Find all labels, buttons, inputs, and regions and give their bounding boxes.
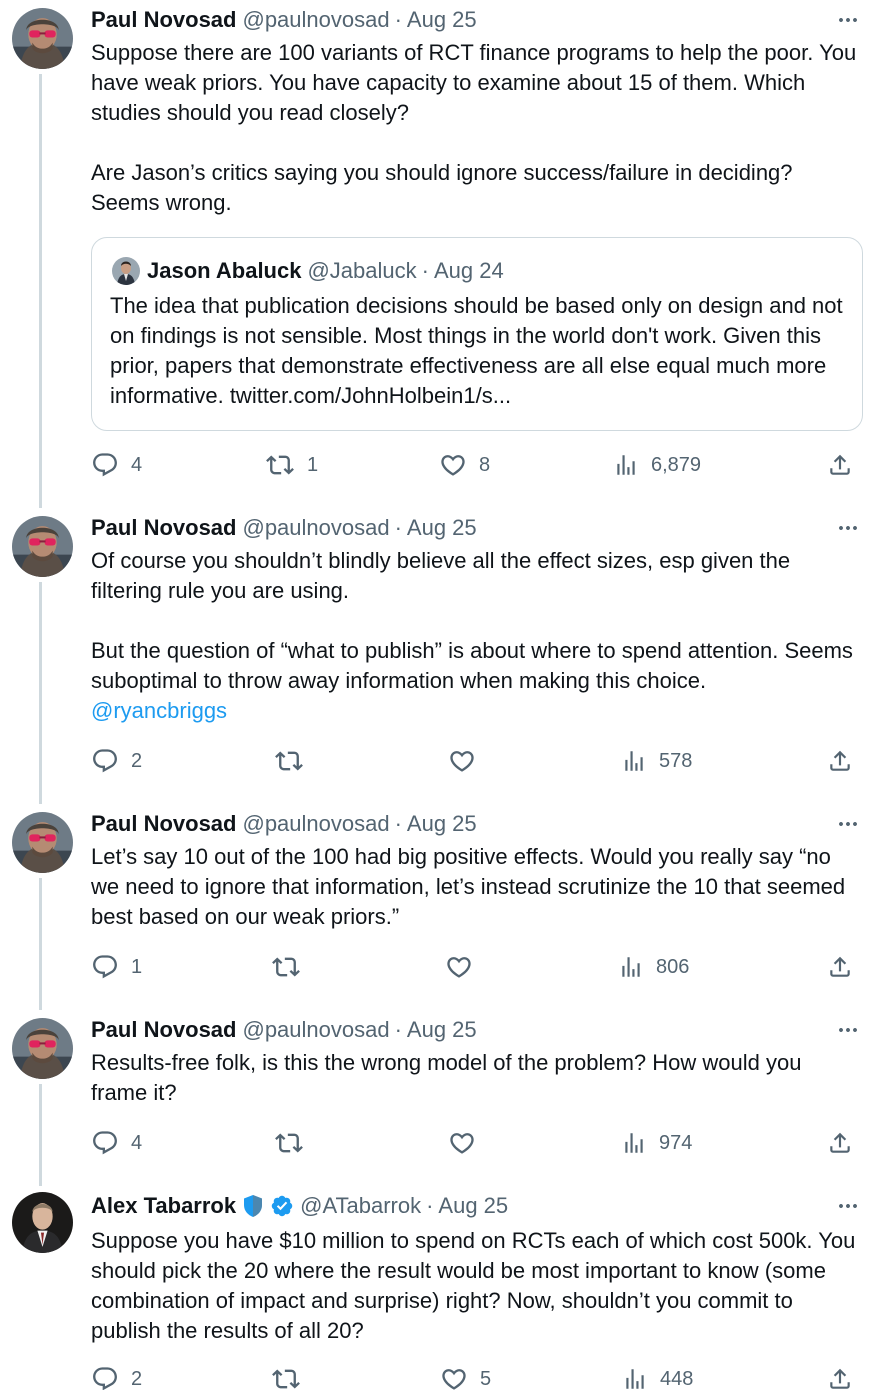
- tweet-header: [91, 1016, 477, 1044]
- separator: ·: [394, 515, 402, 540]
- quote-avatar: [112, 257, 140, 285]
- tweet-text: Of course you shouldn’t blindly believe all the effect sizes, esp given the filtering rule you are using. But the question of “what to publish” is about where to spend attention. Seems suboptimal to throw away information when making this choice. @ryancbriggs: [91, 548, 853, 723]
- more-icon[interactable]: [835, 516, 861, 540]
- reply-button[interactable]: [91, 450, 142, 480]
- quote-date: Aug 24: [433, 258, 504, 283]
- verified-badge-icon[interactable]: [270, 1194, 294, 1218]
- retweet-button[interactable]: [271, 1364, 313, 1390]
- avatar[interactable]: [12, 1192, 73, 1253]
- views-icon: [618, 954, 644, 980]
- avatar[interactable]: [12, 1018, 73, 1079]
- quote-author-handle: @Jabaluck: [307, 258, 417, 283]
- retweet-icon: [271, 953, 301, 981]
- avatar[interactable]: [12, 8, 73, 69]
- share-button[interactable]: [827, 746, 853, 776]
- share-button[interactable]: [827, 1128, 853, 1158]
- views-button[interactable]: [613, 450, 701, 480]
- tweet-text: Suppose you have $10 million to spend on RCTs each of which cost 500k. You should pick the 20 where the result would be most important to know (some combination of impact and surprise) right? Now, shouldn’t you commit to publish the results of all 20?: [91, 1228, 856, 1343]
- reply-button[interactable]: [91, 1364, 142, 1390]
- quote-text: The idea that publication decisions should be based only on design and not on findings is not sensible. Most things in the world don't work. Given this prior, papers that demonstrate effectiveness are all else equal much more informative. twitter.com/JohnHolbein1/s...: [110, 293, 843, 408]
- tweet-date[interactable]: Aug 25: [406, 515, 477, 540]
- avatar[interactable]: [12, 812, 73, 873]
- tweet-text: Let’s say 10 out of the 100 had big positive effects. Would you really say “no we need to ignore that information, let’s instead scrutinize the 10 that seemed best based on our weak priors.”: [91, 844, 846, 929]
- reply-icon: [91, 1129, 119, 1157]
- reply-count: 4: [131, 453, 143, 476]
- author-handle[interactable]: @paulnovosad: [242, 7, 390, 32]
- retweet-icon: [271, 1365, 301, 1390]
- reply-count: 2: [131, 1367, 143, 1390]
- separator: ·: [421, 258, 429, 283]
- like-count: 8: [479, 453, 491, 476]
- like-button[interactable]: [448, 1128, 488, 1158]
- views-button[interactable]: [618, 952, 689, 982]
- tweet[interactable]: [0, 804, 885, 1004]
- share-button[interactable]: [827, 450, 853, 480]
- action-bar: [91, 450, 861, 480]
- tweet-header: [91, 6, 477, 34]
- tweet-text: Results-free folk, is this the wrong model of the problem? How would you frame it?: [91, 1050, 802, 1105]
- share-icon: [827, 1366, 853, 1390]
- share-button[interactable]: [827, 1364, 853, 1390]
- author-handle[interactable]: @ATabarrok: [300, 1193, 422, 1218]
- retweet-icon: [265, 451, 295, 479]
- tweet-text: Suppose there are 100 variants of RCT finance programs to help the poor. You have weak priors. You have capacity to examine about 15 of them. Which studies should you read closely? Are Jason’s critics saying you should ignore success/failure in deciding? Seems wrong.: [91, 40, 857, 215]
- views-icon: [622, 1366, 648, 1390]
- action-bar: [91, 952, 861, 982]
- reply-count: 2: [131, 749, 143, 772]
- views-count: 578: [659, 749, 693, 772]
- share-icon: [827, 954, 853, 980]
- reply-button[interactable]: [91, 746, 142, 776]
- reply-icon: [91, 747, 119, 775]
- separator: ·: [426, 1193, 434, 1218]
- share-icon: [827, 748, 853, 774]
- author-handle[interactable]: @paulnovosad: [242, 1017, 390, 1042]
- share-icon: [827, 1130, 853, 1156]
- tweet[interactable]: [0, 1186, 885, 1390]
- retweet-button[interactable]: [271, 952, 313, 982]
- like-button[interactable]: [440, 1364, 491, 1390]
- views-icon: [621, 748, 647, 774]
- views-button[interactable]: [622, 1364, 693, 1390]
- tweet[interactable]: [0, 1010, 885, 1180]
- retweet-icon: [274, 1129, 304, 1157]
- like-icon: [440, 1365, 468, 1390]
- more-icon[interactable]: [835, 1018, 861, 1042]
- tweet-date[interactable]: Aug 25: [406, 811, 477, 836]
- views-count: 6,879: [651, 453, 702, 476]
- author-name[interactable]: Alex Tabarrok: [91, 1193, 237, 1218]
- shield-badge-icon: [242, 1194, 264, 1218]
- views-button[interactable]: [621, 746, 692, 776]
- reply-icon: [91, 451, 119, 479]
- like-icon: [439, 451, 467, 479]
- author-handle[interactable]: @paulnovosad: [242, 515, 390, 540]
- like-button[interactable]: [445, 952, 485, 982]
- author-name[interactable]: Paul Novosad: [91, 811, 237, 836]
- quote-header: [112, 257, 504, 285]
- reply-icon: [91, 1365, 119, 1390]
- action-bar: [91, 1364, 861, 1390]
- separator: ·: [394, 7, 402, 32]
- tweet[interactable]: [0, 0, 885, 500]
- share-button[interactable]: [827, 952, 853, 982]
- like-icon: [445, 953, 473, 981]
- retweet-button[interactable]: [274, 1128, 316, 1158]
- author-name[interactable]: Paul Novosad: [91, 515, 237, 540]
- like-count: 5: [480, 1367, 492, 1390]
- quote-author-name: Jason Abaluck: [147, 258, 302, 283]
- like-button[interactable]: [448, 746, 488, 776]
- more-icon[interactable]: [835, 812, 861, 836]
- views-button[interactable]: [621, 1128, 692, 1158]
- separator: ·: [394, 1017, 402, 1042]
- tweet-header: [91, 514, 477, 542]
- tweet-date[interactable]: Aug 25: [438, 1193, 509, 1218]
- like-icon: [448, 747, 476, 775]
- reply-button[interactable]: [91, 1128, 142, 1158]
- share-icon: [827, 452, 853, 478]
- tweet[interactable]: [0, 508, 885, 798]
- author-name[interactable]: Paul Novosad: [91, 7, 237, 32]
- like-button[interactable]: [439, 450, 490, 480]
- mention-link[interactable]: @ryancbriggs: [91, 698, 228, 723]
- reply-count: 1: [131, 955, 143, 978]
- reply-icon: [91, 953, 119, 981]
- author-name[interactable]: Paul Novosad: [91, 1017, 237, 1042]
- views-count: 974: [659, 1131, 693, 1154]
- more-icon[interactable]: [835, 8, 861, 32]
- retweet-count: 1: [307, 453, 319, 476]
- retweet-button[interactable]: [265, 450, 318, 480]
- tweet-date[interactable]: Aug 25: [406, 7, 477, 32]
- views-count: 806: [656, 955, 690, 978]
- reply-button[interactable]: [91, 952, 142, 982]
- tweet-header: [91, 810, 477, 838]
- avatar[interactable]: [12, 516, 73, 577]
- views-icon: [613, 452, 639, 478]
- tweet-header: [91, 1192, 508, 1220]
- reply-count: 4: [131, 1131, 143, 1154]
- retweet-button[interactable]: [274, 746, 316, 776]
- action-bar: [91, 1128, 861, 1158]
- views-count: 448: [660, 1367, 694, 1390]
- views-icon: [621, 1130, 647, 1156]
- more-icon[interactable]: [835, 1194, 861, 1218]
- tweet-date[interactable]: Aug 25: [406, 1017, 477, 1042]
- separator: ·: [394, 811, 402, 836]
- retweet-icon: [274, 747, 304, 775]
- author-handle[interactable]: @paulnovosad: [242, 811, 390, 836]
- quote-tweet[interactable]: [91, 237, 863, 431]
- action-bar: [91, 746, 861, 776]
- like-icon: [448, 1129, 476, 1157]
